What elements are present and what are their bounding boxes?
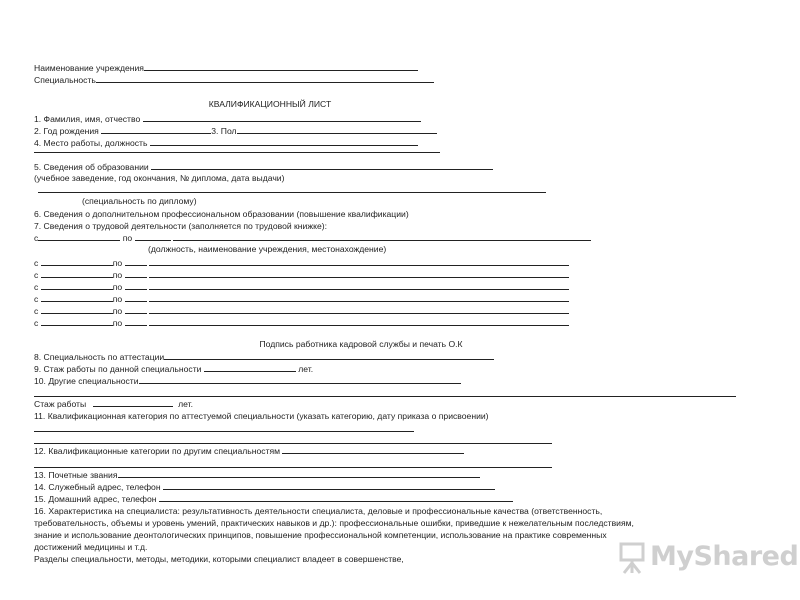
myshared-watermark bbox=[618, 541, 799, 575]
diploma-line[interactable] bbox=[38, 192, 546, 193]
from-label: с bbox=[34, 270, 39, 280]
birth-year-label: 2. Год рождения bbox=[34, 126, 99, 136]
work-caption: (должность, наименование учреждения, местонахождение) bbox=[148, 244, 387, 254]
other-categories-line[interactable] bbox=[34, 467, 552, 468]
category-line-2[interactable] bbox=[34, 443, 552, 444]
other-specialties-field[interactable] bbox=[34, 376, 461, 387]
other-experience-unit: лет. bbox=[178, 399, 193, 409]
diploma-caption: (специальность по диплому) bbox=[82, 196, 197, 206]
honors-label: 13. Почетные звания bbox=[34, 470, 118, 480]
other-categories-field[interactable] bbox=[34, 446, 464, 457]
home-address-field[interactable] bbox=[34, 494, 513, 505]
from-label: с bbox=[34, 318, 39, 328]
education-label: 5. Сведения об образовании bbox=[34, 162, 149, 172]
attestation-specialty-label: 8. Специальность по аттестации bbox=[34, 352, 165, 362]
education-hint: (учебное заведение, год окончания, № диплома, дата выдачи) bbox=[34, 173, 285, 183]
office-address-label: 14. Служебный адрес, телефон bbox=[34, 482, 161, 492]
skills-label: Разделы специальности, методы, методики, которыми специалист владеет в совершенстве, bbox=[34, 554, 404, 564]
gender-label: 3. Пол bbox=[211, 126, 237, 136]
work-row[interactable] bbox=[34, 233, 591, 244]
from-label: с bbox=[34, 258, 39, 268]
experience-unit: лет. bbox=[298, 364, 314, 374]
fio-label: 1. Фамилия, имя, отчество bbox=[34, 114, 141, 124]
additional-education-label: 6. Сведения о дополнительном профессиональном образовании (повышение квалификации) bbox=[34, 209, 409, 219]
presentation-board-icon bbox=[618, 541, 646, 575]
page-title: КВАЛИФИКАЦИОННЫЙ ЛИСТ bbox=[208, 99, 332, 109]
workplace-field[interactable] bbox=[34, 138, 418, 149]
work-row[interactable] bbox=[34, 282, 569, 293]
category-line[interactable] bbox=[34, 431, 414, 432]
workplace-line-2[interactable] bbox=[34, 152, 440, 153]
birth-gender-field[interactable] bbox=[34, 126, 437, 137]
other-specialties-label: 10. Другие специальности bbox=[34, 376, 139, 386]
home-address-label: 15. Домашний адрес, телефон bbox=[34, 494, 157, 504]
fio-field[interactable] bbox=[34, 114, 421, 125]
other-experience-label: Стаж работы bbox=[34, 399, 87, 409]
work-row[interactable] bbox=[34, 306, 569, 317]
characteristic-line-1: 16. Характеристика на специалиста: результативность деятельности специалиста, деловые и профессиональные качества (ответственность, bbox=[34, 506, 603, 516]
honors-field[interactable] bbox=[34, 470, 480, 481]
to-label: по bbox=[112, 270, 123, 280]
hr-signature: Подпись работника кадровой службы и печать О.К bbox=[259, 339, 463, 349]
to-label: по bbox=[122, 233, 133, 243]
work-row[interactable] bbox=[34, 294, 569, 305]
to-label: по bbox=[112, 306, 123, 316]
institution-label: Наименование учреждения bbox=[34, 63, 144, 73]
specialty-label: Специальность bbox=[34, 75, 96, 85]
characteristic-line-3: знание и использование деонтологических принципов, повышение профессиональной компетенции, использование на практике современных bbox=[34, 530, 607, 540]
from-label: с bbox=[34, 233, 39, 243]
institution-field[interactable] bbox=[34, 63, 418, 74]
from-label: с bbox=[34, 306, 39, 316]
category-label: 11. Квалификационная категория по аттестуемой специальности (указать категорию, дату приказа о присвоении) bbox=[34, 411, 489, 421]
work-row[interactable] bbox=[34, 318, 569, 329]
other-experience-field[interactable] bbox=[34, 399, 193, 410]
other-specialties-line[interactable] bbox=[34, 396, 736, 397]
office-address-field[interactable] bbox=[34, 482, 495, 493]
specialty-field[interactable] bbox=[34, 75, 434, 86]
watermark-text: MyShared bbox=[650, 541, 799, 572]
experience-field[interactable] bbox=[34, 364, 313, 375]
from-label: с bbox=[34, 282, 39, 292]
to-label: по bbox=[112, 258, 123, 268]
other-categories-label: 12. Квалификационные категории по другим специальностям bbox=[34, 446, 281, 456]
attestation-specialty-field[interactable] bbox=[34, 352, 494, 363]
workplace-label: 4. Место работы, должность bbox=[34, 138, 148, 148]
from-label: с bbox=[34, 294, 39, 304]
work-history-label: 7. Сведения о трудовой деятельности (заполняется по трудовой книжке): bbox=[34, 221, 327, 231]
work-row[interactable] bbox=[34, 270, 569, 281]
work-row[interactable] bbox=[34, 258, 569, 269]
to-label: по bbox=[112, 294, 123, 304]
characteristic-line-4: достижений медицины и т.д. bbox=[34, 542, 148, 552]
to-label: по bbox=[112, 318, 123, 328]
experience-label: 9. Стаж работы по данной специальности bbox=[34, 364, 202, 374]
to-label: по bbox=[112, 282, 123, 292]
education-field[interactable] bbox=[34, 162, 493, 173]
characteristic-line-2: требовательность, объемы и уровень умений, практических навыков и др.): профессиональные ошибки, приведшие к нежелательным последствиям, bbox=[34, 518, 634, 528]
